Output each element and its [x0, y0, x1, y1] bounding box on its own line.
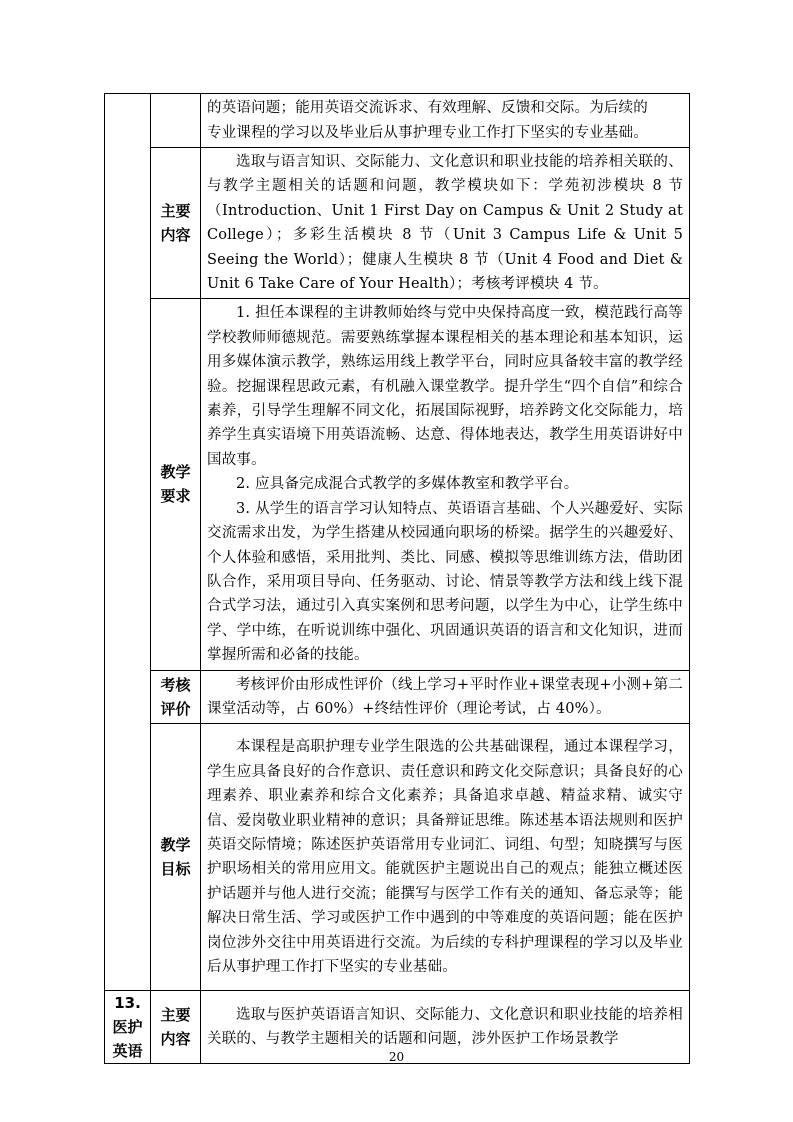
assessment-text: 考核评价由形成性评价（线上学习+平时作业+课堂表现+小测+第二课堂活动等，占 60%）+终结性评价（理论考试，占 40%）。	[207, 676, 683, 717]
medical-goal-text-cell	[201, 724, 690, 991]
medical-goal-label	[151, 724, 201, 991]
table-row-main-content	[105, 148, 690, 299]
goal-label-cell	[151, 94, 201, 148]
main-content-label	[151, 148, 201, 299]
assessment-label	[151, 670, 201, 724]
teaching-requirements-text-cell	[201, 299, 690, 670]
goal-continued-line-1: 的英语问题；能用英语交流诉求、有效理解、反馈和交际。为后续的	[207, 100, 648, 117]
course-table	[104, 93, 690, 1064]
main-content-text-cell	[201, 148, 690, 299]
teaching-requirements-label-line-2: 要求	[160, 487, 191, 506]
medical-content-label-line-1: 主要	[160, 1006, 191, 1025]
table-row-medical-goal	[105, 724, 690, 991]
teaching-requirements-label-line-1: 教学	[160, 463, 191, 482]
course-cell-previous	[105, 94, 151, 991]
table-row-teaching-requirements	[105, 299, 690, 670]
medical-content-text: 选取与医护英语语言知识、交际能力、文化意识和职业技能的培养相关联的、与教学主题相关的话题和问题，涉外医护工作场景教学	[207, 1006, 683, 1048]
teaching-requirements-label	[151, 299, 201, 670]
requirement-paragraph-1: 1. 担任本课程的主讲教师始终与党中央保持高度一致，模范践行高等学校教师师德规范。需要熟练掌握本课程相关的基本理论和基本知识，运用多媒体演示教学，熟练运用线上教学平台，同时应具备较丰富的教学经验。挖掘课程思政元素，有机融入课堂教学。提升学生“四个自信”和综合素养，引导学生理解不同文化，拓展国际视野，培养跨文化交际能力，培养学生真实语境下用英语流畅、达意、得体地表达，教学生用英语讲好中国故事。	[207, 305, 683, 468]
medical-goal-label-line-2: 目标	[160, 860, 191, 879]
assessment-text-cell	[201, 670, 690, 724]
requirement-paragraph-3: 3. 从学生的语言学习认知特点、英语语言基础、个人兴趣爱好、实际交流需求出发，为学生搭建从校园通向职场的桥梁。据学生的兴趣爱好、个人体验和感悟，采用批判、类比、同感、模拟等思维训练方法，借助团队合作，采用项目导向、任务驱动、讨论、情景等教学方法和线上线下混合式学习法，通过引入真实案例和思考问题，以学生为中心，让学生练中学、学中练，在听说训练中强化、巩固通识英语的语言和文化知识，进而掌握所需和必备的技能。	[207, 500, 683, 664]
course-name-line-1: 医护	[112, 1018, 143, 1037]
main-content-label-line-1: 主要	[160, 202, 191, 221]
main-content-label-line-2: 内容	[160, 226, 191, 245]
goal-continued-cell	[201, 94, 690, 148]
requirement-paragraph-2: 2. 应具备完成混合式教学的多媒体教室和教学平台。	[236, 476, 579, 493]
main-content-text: 选取与语言知识、交际能力、文化意识和职业技能的培养相关联的、与教学主题相关的话题和问题，教学模块如下：学苑初涉模块 8 节（Introduction、Unit 1 First Day on Campus & Unit 2 Study at College）；多彩生活模块 8 节（Unit 3 Campus Life & Unit 5 Seeing the World）；健康人生模块 8 节（Unit 4 Food and Diet & Unit 6 Take Care of Your Health）；考核考评模块 4 节。	[207, 154, 683, 293]
table-row-assessment	[105, 670, 690, 724]
medical-goal-text: 本课程是高职护理专业学生限选的公共基础课程，通过本课程学习，学生应具备良好的合作意识、责任意识和跨文化交际意识；具备良好的心理素养、职业素养和综合文化素养；具备追求卓越、精益求精、诚实守信、爱岗敬业职业精神的意识；具备辩证思维。陈述基本语法规则和医护英语交际情境；陈述医护英语常用专业词汇、词组、句型；知晓撰写与医护职场相关的常用应用文。能就医护主题说出自己的观点；能独立概述医护话题并与他人进行交流；能撰写与医学工作有关的通知、备忘录等；能解决日常生活、学习或医护工作中遇到的中等难度的英语问题；能在医护岗位涉外交往中用英语进行交流。为后续的专科护理课程的学习以及毕业后从事护理工作打下坚实的专业基础。	[207, 739, 683, 975]
goal-continued-line-2: 专业课程的学习以及毕业后从事护理专业工作打下坚实的专业基础。	[207, 124, 648, 141]
assessment-label-line-1: 考核	[160, 675, 191, 694]
course-number: 13.	[114, 994, 141, 1013]
medical-content-label-line-2: 内容	[160, 1030, 191, 1049]
course-name-line-2: 英语	[112, 1042, 143, 1061]
table-row-goal-continued	[105, 94, 690, 148]
page-number: 20	[388, 1050, 405, 1064]
assessment-label-line-2: 评价	[160, 699, 191, 718]
medical-goal-label-line-1: 教学	[160, 836, 191, 855]
